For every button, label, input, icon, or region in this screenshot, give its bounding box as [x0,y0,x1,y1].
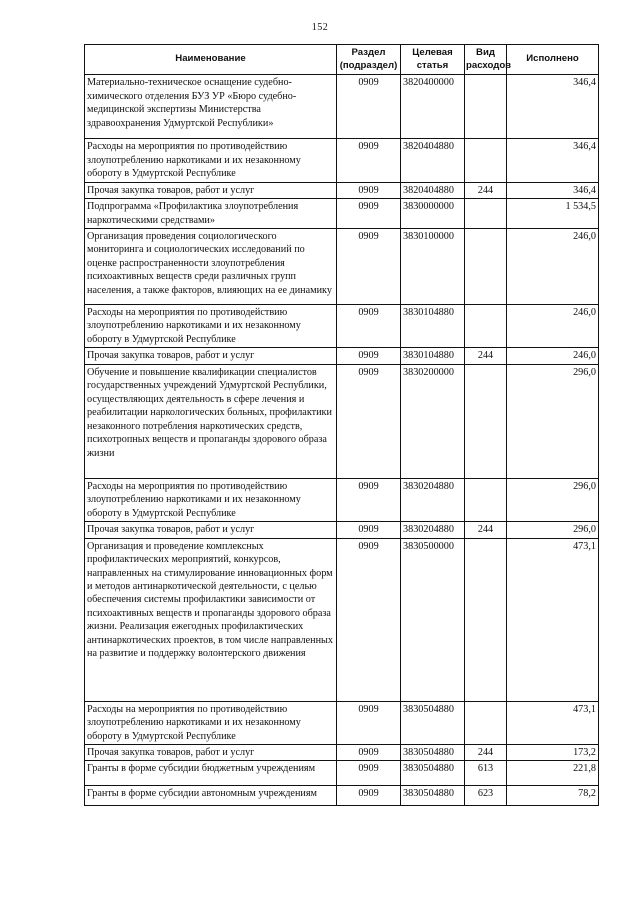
table-row [85,701,599,744]
row-name: Прочая закупка товаров, работ и услуг [85,745,337,761]
row-amount: 296,0 [507,364,599,478]
row-amount: 246,0 [507,305,599,348]
table-header-row [85,45,599,75]
table-row [85,199,599,229]
header-name: Наименование [85,45,337,75]
table-row [85,182,599,198]
row-type [465,139,507,182]
table-row [85,348,599,364]
header-amount: Исполнено [507,45,599,75]
table-row [85,522,599,538]
row-section: 0909 [337,761,401,786]
row-type [465,229,507,305]
row-target: 3830504880 [401,701,465,744]
row-name: Организация и проведение комплексных профилактических мероприятий, конкурсов, направленных на стимулирование инновационных форм и методов антинаркотической деятельности, с целью обеспечения системы профилактики зависимости от психоактивных веществ и пропаганды здорового образа жизни. Реализация ежегодных профилактических антинаркотических проектов, в том числе направленных на развитие и поддержку волонтерского движения [85,538,337,701]
row-target: 3830000000 [401,199,465,229]
budget-table [84,44,599,806]
row-type [465,364,507,478]
row-name: Расходы на мероприятия по противодействию злоупотреблению наркотиками и их незаконному обороту в Удмуртской Республике [85,701,337,744]
table-row [85,229,599,305]
row-type: 623 [465,786,507,806]
row-amount: 473,1 [507,701,599,744]
row-target: 3830104880 [401,348,465,364]
row-name: Организация проведения социологического мониторинга и социологических исследований по оценке распространенности злоупотребления психоактивных веществ среди различных групп населения, а также факторов, влияющих на ее динамику [85,229,337,305]
row-amount: 78,2 [507,786,599,806]
row-section: 0909 [337,745,401,761]
row-type: 244 [465,348,507,364]
row-type: 613 [465,761,507,786]
row-name: Гранты в форме субсидии бюджетным учреждениям [85,761,337,786]
row-target: 3830200000 [401,364,465,478]
row-section: 0909 [337,364,401,478]
row-amount: 346,4 [507,139,599,182]
row-amount: 296,0 [507,478,599,521]
row-name: Расходы на мероприятия по противодействию злоупотреблению наркотиками и их незаконному обороту в Удмуртской Республике [85,305,337,348]
row-amount: 173,2 [507,745,599,761]
row-amount: 296,0 [507,522,599,538]
row-type [465,199,507,229]
row-target: 3830204880 [401,478,465,521]
row-amount: 473,1 [507,538,599,701]
row-section: 0909 [337,701,401,744]
row-amount: 346,4 [507,182,599,198]
row-section: 0909 [337,182,401,198]
row-section: 0909 [337,199,401,229]
row-type: 244 [465,745,507,761]
row-target: 3830504880 [401,745,465,761]
table-body [85,75,599,806]
row-name: Обучение и повышение квалификации специалистов государственных учреждений Удмуртской Республики, осуществляющих деятельность в сфере лечения и реабилитации наркологических больных, профилактики незаконного потребления наркотических средств, психотропных веществ и пропаганды здорового образа жизни [85,364,337,478]
row-name: Материально-техническое оснащение судебно-химического отделения БУЗ УР «Бюро судебно-медицинской экспертизы Министерства здравоохранения Удмуртской Республики» [85,75,337,139]
table-row [85,761,599,786]
row-section: 0909 [337,305,401,348]
row-amount: 1 534,5 [507,199,599,229]
row-name: Расходы на мероприятия по противодействию злоупотреблению наркотиками и их незаконному обороту в Удмуртской Республике [85,478,337,521]
row-section: 0909 [337,139,401,182]
row-amount: 246,0 [507,229,599,305]
row-section: 0909 [337,786,401,806]
table-row [85,75,599,139]
row-type [465,701,507,744]
row-name: Расходы на мероприятия по противодействию злоупотреблению наркотиками и их незаконному обороту в Удмуртской Республике [85,139,337,182]
row-type [465,305,507,348]
row-target: 3820400000 [401,75,465,139]
row-type: 244 [465,522,507,538]
row-target: 3830104880 [401,305,465,348]
header-type: Вид расходов [465,45,507,75]
row-name: Гранты в форме субсидии автономным учреждениям [85,786,337,806]
header-section: Раздел (подраздел) [337,45,401,75]
row-target: 3830504880 [401,786,465,806]
row-name: Подпрограмма «Профилактика злоупотребления наркотическими средствами» [85,199,337,229]
table-row [85,745,599,761]
row-section: 0909 [337,538,401,701]
row-target: 3830500000 [401,538,465,701]
table-row [85,364,599,478]
row-section: 0909 [337,229,401,305]
row-name: Прочая закупка товаров, работ и услуг [85,182,337,198]
row-target: 3820404880 [401,182,465,198]
row-type [465,538,507,701]
row-section: 0909 [337,348,401,364]
table-row [85,139,599,182]
row-target: 3830204880 [401,522,465,538]
header-target: Целевая статья [401,45,465,75]
row-type: 244 [465,182,507,198]
row-section: 0909 [337,75,401,139]
row-amount: 221,8 [507,761,599,786]
row-section: 0909 [337,478,401,521]
row-target: 3830504880 [401,761,465,786]
row-type [465,478,507,521]
table-row [85,478,599,521]
row-target: 3830100000 [401,229,465,305]
row-target: 3820404880 [401,139,465,182]
row-section: 0909 [337,522,401,538]
table-row [85,305,599,348]
page-number: 152 [311,22,329,33]
row-amount: 246,0 [507,348,599,364]
table-row [85,786,599,806]
row-name: Прочая закупка товаров, работ и услуг [85,348,337,364]
row-amount: 346,4 [507,75,599,139]
row-name: Прочая закупка товаров, работ и услуг [85,522,337,538]
table-row [85,538,599,701]
row-type [465,75,507,139]
